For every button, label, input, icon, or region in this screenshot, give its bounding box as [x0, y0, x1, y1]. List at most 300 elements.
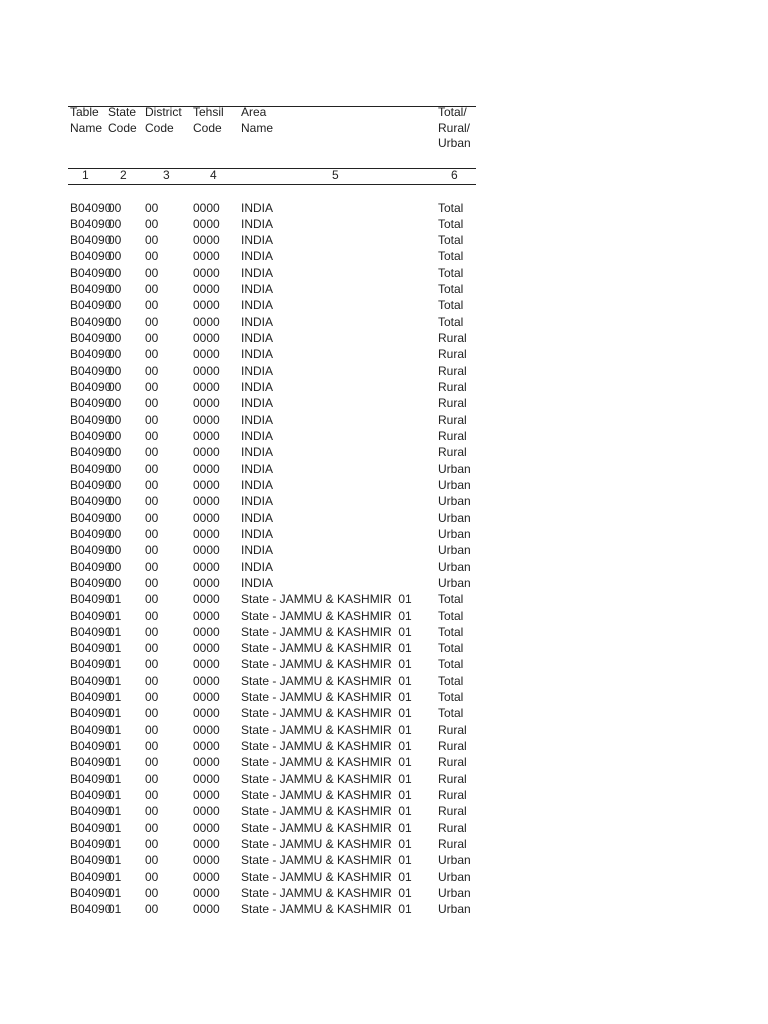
cell-district-code: 00: [145, 363, 159, 378]
cell-state-code: 01: [108, 885, 122, 900]
cell-area-name: INDIA: [241, 543, 274, 558]
cell-total-rural-urban: Total: [438, 673, 464, 688]
cell-total-rural-urban: Urban: [438, 575, 471, 590]
cell-table-name: B04090: [70, 869, 112, 884]
cell-total-rural-urban: Rural: [438, 739, 467, 754]
cell-total-rural-urban: Total: [438, 282, 464, 297]
cell-tehsil-code: 0000: [193, 559, 220, 574]
cell-table-name: B04090: [70, 820, 112, 835]
table-row: [0, 200, 768, 216]
cell-tehsil-code: 0000: [193, 543, 220, 558]
header-area-name: Area Name: [241, 105, 274, 135]
cell-district-code: 00: [145, 265, 159, 280]
cell-area-name: INDIA: [241, 233, 274, 248]
cell-tehsil-code: 0000: [193, 380, 220, 395]
cell-state-code: 01: [108, 869, 122, 884]
cell-total-rural-urban: Rural: [438, 755, 467, 770]
cell-total-rural-urban: Rural: [438, 722, 467, 737]
cell-table-name: B04090: [70, 200, 112, 215]
cell-district-code: 00: [145, 739, 159, 754]
cell-area-name: State - JAMMU & KASHMIR 01: [241, 608, 412, 623]
cell-area-name: INDIA: [241, 445, 274, 460]
cell-state-code: 01: [108, 755, 122, 770]
cell-total-rural-urban: Rural: [438, 380, 467, 395]
cell-table-name: B04090: [70, 249, 112, 264]
cell-district-code: 00: [145, 412, 159, 427]
table-row: [0, 722, 768, 738]
cell-table-name: B04090: [70, 412, 112, 427]
cell-state-code: 00: [108, 216, 122, 231]
cell-area-name: INDIA: [241, 477, 274, 492]
cell-district-code: 00: [145, 657, 159, 672]
header-table-name: Table Name: [70, 105, 103, 135]
cell-tehsil-code: 0000: [193, 200, 220, 215]
cell-total-rural-urban: Urban: [438, 526, 471, 541]
cell-area-name: INDIA: [241, 200, 274, 215]
cell-district-code: 00: [145, 314, 159, 329]
cell-state-code: 01: [108, 592, 122, 607]
cell-tehsil-code: 0000: [193, 265, 220, 280]
cell-total-rural-urban: Total: [438, 592, 464, 607]
cell-table-name: B04090: [70, 641, 112, 656]
cell-total-rural-urban: Total: [438, 314, 464, 329]
cell-state-code: 00: [108, 445, 122, 460]
cell-state-code: 00: [108, 200, 122, 215]
table-row: [0, 379, 768, 395]
table-row: [0, 281, 768, 297]
table-row: [0, 248, 768, 264]
cell-tehsil-code: 0000: [193, 575, 220, 590]
cell-table-name: B04090: [70, 445, 112, 460]
cell-table-name: B04090: [70, 216, 112, 231]
table-row: [0, 869, 768, 885]
cell-tehsil-code: 0000: [193, 869, 220, 884]
cell-area-name: State - JAMMU & KASHMIR 01: [241, 804, 412, 819]
cell-area-name: State - JAMMU & KASHMIR 01: [241, 788, 412, 803]
cell-district-code: 00: [145, 788, 159, 803]
table-row: [0, 559, 768, 575]
cell-table-name: B04090: [70, 608, 112, 623]
cell-area-name: State - JAMMU & KASHMIR 01: [241, 739, 412, 754]
cell-district-code: 00: [145, 200, 159, 215]
cell-area-name: State - JAMMU & KASHMIR 01: [241, 853, 412, 868]
cell-district-code: 00: [145, 396, 159, 411]
cell-total-rural-urban: Urban: [438, 494, 471, 509]
cell-total-rural-urban: Urban: [438, 869, 471, 884]
cell-table-name: B04090: [70, 282, 112, 297]
cell-total-rural-urban: Urban: [438, 559, 471, 574]
cell-district-code: 00: [145, 869, 159, 884]
header-district-code: District Code: [145, 105, 182, 135]
cell-area-name: INDIA: [241, 265, 274, 280]
cell-state-code: 01: [108, 820, 122, 835]
cell-state-code: 00: [108, 526, 122, 541]
cell-district-code: 00: [145, 298, 159, 313]
cell-table-name: B04090: [70, 331, 112, 346]
cell-district-code: 00: [145, 428, 159, 443]
cell-tehsil-code: 0000: [193, 788, 220, 803]
column-number: 6: [451, 168, 458, 182]
cell-total-rural-urban: Urban: [438, 461, 471, 476]
table-row: [0, 510, 768, 526]
cell-district-code: 00: [145, 347, 159, 362]
cell-tehsil-code: 0000: [193, 592, 220, 607]
cell-table-name: B04090: [70, 902, 112, 917]
cell-district-code: 00: [145, 820, 159, 835]
cell-state-code: 01: [108, 722, 122, 737]
table-row: [0, 836, 768, 852]
cell-state-code: 00: [108, 575, 122, 590]
table-row: [0, 346, 768, 362]
cell-state-code: 00: [108, 314, 122, 329]
cell-table-name: B04090: [70, 265, 112, 280]
table-row: [0, 444, 768, 460]
cell-total-rural-urban: Total: [438, 624, 464, 639]
cell-total-rural-urban: Urban: [438, 477, 471, 492]
cell-table-name: B04090: [70, 428, 112, 443]
table-row: [0, 314, 768, 330]
cell-area-name: State - JAMMU & KASHMIR 01: [241, 755, 412, 770]
cell-tehsil-code: 0000: [193, 494, 220, 509]
cell-state-code: 01: [108, 804, 122, 819]
cell-area-name: INDIA: [241, 575, 274, 590]
cell-area-name: INDIA: [241, 282, 274, 297]
cell-total-rural-urban: Rural: [438, 363, 467, 378]
cell-state-code: 01: [108, 902, 122, 917]
cell-table-name: B04090: [70, 673, 112, 688]
cell-tehsil-code: 0000: [193, 233, 220, 248]
cell-state-code: 00: [108, 331, 122, 346]
cell-tehsil-code: 0000: [193, 690, 220, 705]
cell-district-code: 00: [145, 885, 159, 900]
cell-district-code: 00: [145, 380, 159, 395]
cell-tehsil-code: 0000: [193, 331, 220, 346]
cell-state-code: 00: [108, 282, 122, 297]
cell-tehsil-code: 0000: [193, 641, 220, 656]
cell-district-code: 00: [145, 461, 159, 476]
header-state-code: State Code: [108, 105, 137, 135]
cell-tehsil-code: 0000: [193, 836, 220, 851]
cell-district-code: 00: [145, 608, 159, 623]
cell-table-name: B04090: [70, 788, 112, 803]
cell-tehsil-code: 0000: [193, 396, 220, 411]
cell-area-name: State - JAMMU & KASHMIR 01: [241, 771, 412, 786]
table-row: [0, 265, 768, 281]
cell-tehsil-code: 0000: [193, 363, 220, 378]
cell-area-name: INDIA: [241, 249, 274, 264]
cell-tehsil-code: 0000: [193, 347, 220, 362]
cell-tehsil-code: 0000: [193, 755, 220, 770]
cell-total-rural-urban: Total: [438, 249, 464, 264]
cell-state-code: 00: [108, 249, 122, 264]
table-row: [0, 689, 768, 705]
table-row: [0, 477, 768, 493]
table-row: [0, 608, 768, 624]
cell-area-name: INDIA: [241, 461, 274, 476]
cell-state-code: 01: [108, 690, 122, 705]
cell-district-code: 00: [145, 690, 159, 705]
cell-table-name: B04090: [70, 396, 112, 411]
cell-table-name: B04090: [70, 363, 112, 378]
cell-total-rural-urban: Rural: [438, 820, 467, 835]
table-row: [0, 640, 768, 656]
cell-total-rural-urban: Rural: [438, 412, 467, 427]
table-row: [0, 754, 768, 770]
cell-district-code: 00: [145, 641, 159, 656]
column-number: 2: [120, 168, 127, 182]
table-row: [0, 673, 768, 689]
cell-state-code: 00: [108, 298, 122, 313]
cell-area-name: INDIA: [241, 298, 274, 313]
cell-table-name: B04090: [70, 526, 112, 541]
cell-tehsil-code: 0000: [193, 461, 220, 476]
cell-area-name: INDIA: [241, 412, 274, 427]
cell-total-rural-urban: Total: [438, 298, 464, 313]
cell-table-name: B04090: [70, 853, 112, 868]
cell-tehsil-code: 0000: [193, 804, 220, 819]
cell-table-name: B04090: [70, 575, 112, 590]
cell-state-code: 01: [108, 853, 122, 868]
table-row: [0, 542, 768, 558]
cell-state-code: 01: [108, 739, 122, 754]
cell-district-code: 00: [145, 233, 159, 248]
cell-area-name: State - JAMMU & KASHMIR 01: [241, 624, 412, 639]
cell-tehsil-code: 0000: [193, 820, 220, 835]
header-total-rural-urban: Total/ Rural/ Urban: [438, 105, 471, 150]
cell-district-code: 00: [145, 771, 159, 786]
table-row: [0, 901, 768, 917]
table-row: [0, 575, 768, 591]
cell-area-name: INDIA: [241, 494, 274, 509]
cell-table-name: B04090: [70, 461, 112, 476]
cell-area-name: State - JAMMU & KASHMIR 01: [241, 690, 412, 705]
cell-total-rural-urban: Rural: [438, 788, 467, 803]
table-row: [0, 820, 768, 836]
cell-tehsil-code: 0000: [193, 739, 220, 754]
cell-state-code: 00: [108, 380, 122, 395]
cell-district-code: 00: [145, 592, 159, 607]
cell-total-rural-urban: Rural: [438, 428, 467, 443]
cell-table-name: B04090: [70, 510, 112, 525]
cell-state-code: 01: [108, 788, 122, 803]
cell-total-rural-urban: Total: [438, 641, 464, 656]
cell-tehsil-code: 0000: [193, 657, 220, 672]
cell-total-rural-urban: Urban: [438, 853, 471, 868]
table-row: [0, 656, 768, 672]
table-row: [0, 363, 768, 379]
column-number: 5: [332, 168, 339, 182]
cell-tehsil-code: 0000: [193, 428, 220, 443]
table-row: [0, 330, 768, 346]
cell-state-code: 01: [108, 836, 122, 851]
cell-state-code: 00: [108, 233, 122, 248]
cell-table-name: B04090: [70, 298, 112, 313]
cell-district-code: 00: [145, 559, 159, 574]
cell-district-code: 00: [145, 445, 159, 460]
table-row: [0, 395, 768, 411]
cell-tehsil-code: 0000: [193, 510, 220, 525]
cell-state-code: 00: [108, 412, 122, 427]
cell-district-code: 00: [145, 216, 159, 231]
cell-district-code: 00: [145, 673, 159, 688]
column-number: 3: [163, 168, 170, 182]
cell-area-name: INDIA: [241, 526, 274, 541]
cell-area-name: INDIA: [241, 380, 274, 395]
cell-table-name: B04090: [70, 559, 112, 574]
cell-tehsil-code: 0000: [193, 902, 220, 917]
cell-area-name: State - JAMMU & KASHMIR 01: [241, 673, 412, 688]
cell-table-name: B04090: [70, 543, 112, 558]
cell-area-name: State - JAMMU & KASHMIR 01: [241, 902, 412, 917]
cell-district-code: 00: [145, 249, 159, 264]
cell-total-rural-urban: Urban: [438, 510, 471, 525]
table-row: [0, 412, 768, 428]
cell-tehsil-code: 0000: [193, 673, 220, 688]
cell-total-rural-urban: Urban: [438, 543, 471, 558]
cell-table-name: B04090: [70, 624, 112, 639]
cell-district-code: 00: [145, 706, 159, 721]
cell-table-name: B04090: [70, 347, 112, 362]
cell-total-rural-urban: Rural: [438, 804, 467, 819]
cell-total-rural-urban: Total: [438, 265, 464, 280]
table-row: [0, 705, 768, 721]
cell-district-code: 00: [145, 755, 159, 770]
cell-total-rural-urban: Total: [438, 608, 464, 623]
cell-tehsil-code: 0000: [193, 885, 220, 900]
column-number: 4: [210, 168, 217, 182]
cell-table-name: B04090: [70, 592, 112, 607]
cell-tehsil-code: 0000: [193, 722, 220, 737]
cell-state-code: 00: [108, 510, 122, 525]
cell-area-name: INDIA: [241, 331, 274, 346]
cell-state-code: 00: [108, 559, 122, 574]
cell-table-name: B04090: [70, 722, 112, 737]
cell-area-name: State - JAMMU & KASHMIR 01: [241, 706, 412, 721]
table-row: [0, 216, 768, 232]
cell-district-code: 00: [145, 722, 159, 737]
cell-table-name: B04090: [70, 314, 112, 329]
cell-district-code: 00: [145, 510, 159, 525]
cell-table-name: B04090: [70, 739, 112, 754]
cell-area-name: State - JAMMU & KASHMIR 01: [241, 722, 412, 737]
table-row: [0, 297, 768, 313]
cell-state-code: 00: [108, 347, 122, 362]
cell-state-code: 00: [108, 461, 122, 476]
column-numbers-top-rule: [68, 168, 476, 169]
cell-state-code: 01: [108, 624, 122, 639]
cell-state-code: 01: [108, 641, 122, 656]
cell-district-code: 00: [145, 836, 159, 851]
cell-district-code: 00: [145, 477, 159, 492]
cell-total-rural-urban: Rural: [438, 836, 467, 851]
cell-state-code: 00: [108, 396, 122, 411]
cell-table-name: B04090: [70, 233, 112, 248]
cell-total-rural-urban: Rural: [438, 331, 467, 346]
cell-total-rural-urban: Total: [438, 233, 464, 248]
cell-state-code: 00: [108, 477, 122, 492]
table-row: [0, 738, 768, 754]
cell-tehsil-code: 0000: [193, 298, 220, 313]
column-numbers-bottom-rule: [68, 184, 476, 185]
table-row: [0, 461, 768, 477]
cell-tehsil-code: 0000: [193, 282, 220, 297]
cell-district-code: 00: [145, 902, 159, 917]
cell-tehsil-code: 0000: [193, 608, 220, 623]
table-row: [0, 852, 768, 868]
cell-table-name: B04090: [70, 380, 112, 395]
cell-state-code: 00: [108, 428, 122, 443]
table-row: [0, 885, 768, 901]
cell-total-rural-urban: Rural: [438, 445, 467, 460]
cell-district-code: 00: [145, 526, 159, 541]
cell-district-code: 00: [145, 543, 159, 558]
cell-state-code: 01: [108, 608, 122, 623]
cell-total-rural-urban: Total: [438, 706, 464, 721]
cell-state-code: 00: [108, 363, 122, 378]
cell-tehsil-code: 0000: [193, 477, 220, 492]
cell-total-rural-urban: Urban: [438, 902, 471, 917]
table-row: [0, 803, 768, 819]
table-row: [0, 771, 768, 787]
table-row: [0, 526, 768, 542]
table-row: [0, 624, 768, 640]
cell-state-code: 00: [108, 265, 122, 280]
cell-tehsil-code: 0000: [193, 314, 220, 329]
cell-total-rural-urban: Rural: [438, 771, 467, 786]
cell-area-name: INDIA: [241, 314, 274, 329]
cell-total-rural-urban: Urban: [438, 885, 471, 900]
table-row: [0, 232, 768, 248]
cell-tehsil-code: 0000: [193, 771, 220, 786]
cell-tehsil-code: 0000: [193, 445, 220, 460]
cell-table-name: B04090: [70, 836, 112, 851]
cell-table-name: B04090: [70, 477, 112, 492]
cell-state-code: 00: [108, 494, 122, 509]
cell-total-rural-urban: Rural: [438, 347, 467, 362]
cell-area-name: State - JAMMU & KASHMIR 01: [241, 820, 412, 835]
cell-area-name: INDIA: [241, 216, 274, 231]
cell-table-name: B04090: [70, 771, 112, 786]
cell-state-code: 00: [108, 543, 122, 558]
cell-table-name: B04090: [70, 657, 112, 672]
cell-district-code: 00: [145, 624, 159, 639]
cell-table-name: B04090: [70, 706, 112, 721]
cell-tehsil-code: 0000: [193, 526, 220, 541]
cell-tehsil-code: 0000: [193, 412, 220, 427]
cell-area-name: INDIA: [241, 363, 274, 378]
cell-state-code: 01: [108, 706, 122, 721]
cell-table-name: B04090: [70, 885, 112, 900]
cell-tehsil-code: 0000: [193, 249, 220, 264]
cell-district-code: 00: [145, 494, 159, 509]
cell-area-name: INDIA: [241, 559, 274, 574]
cell-district-code: 00: [145, 575, 159, 590]
cell-area-name: INDIA: [241, 510, 274, 525]
cell-table-name: B04090: [70, 804, 112, 819]
cell-tehsil-code: 0000: [193, 624, 220, 639]
cell-table-name: B04090: [70, 755, 112, 770]
cell-total-rural-urban: Total: [438, 200, 464, 215]
cell-area-name: INDIA: [241, 396, 274, 411]
cell-table-name: B04090: [70, 494, 112, 509]
table-row: [0, 787, 768, 803]
cell-table-name: B04090: [70, 690, 112, 705]
table-row: [0, 493, 768, 509]
cell-total-rural-urban: Total: [438, 657, 464, 672]
cell-tehsil-code: 0000: [193, 216, 220, 231]
cell-total-rural-urban: Total: [438, 690, 464, 705]
cell-area-name: State - JAMMU & KASHMIR 01: [241, 641, 412, 656]
